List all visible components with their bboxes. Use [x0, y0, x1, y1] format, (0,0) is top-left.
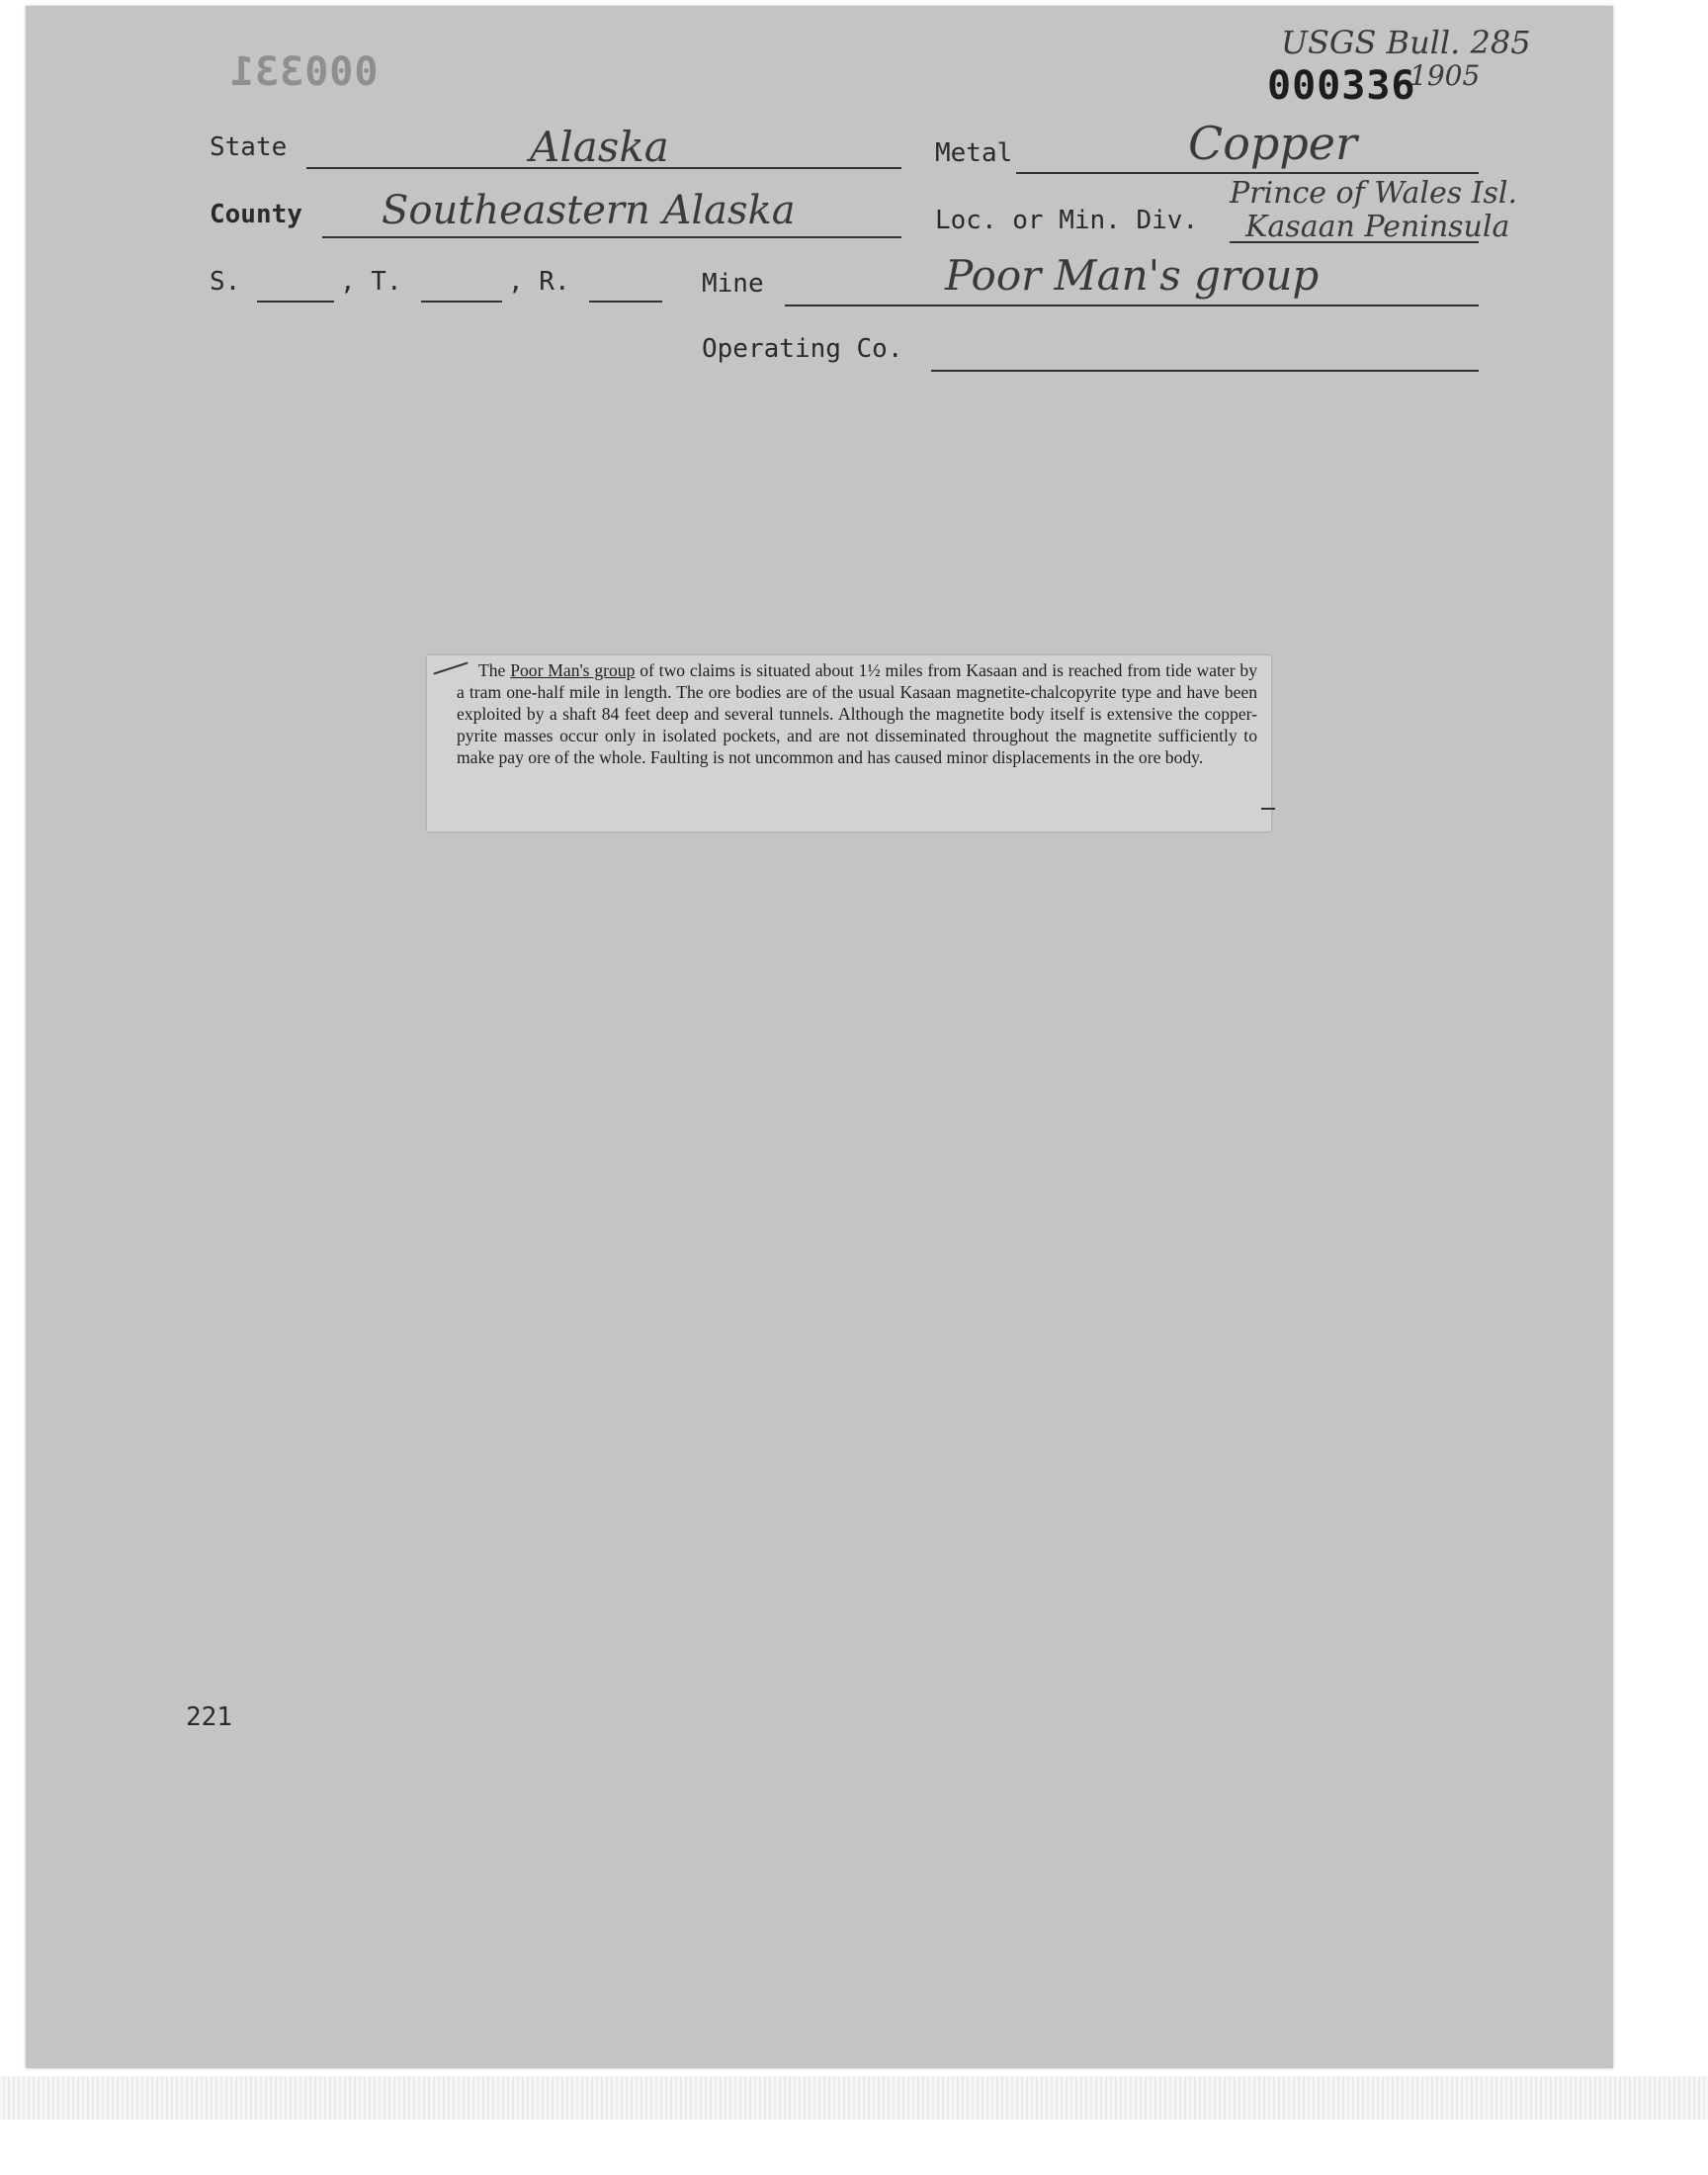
range-line: [589, 301, 662, 303]
operating-co-line: [931, 370, 1479, 372]
ghost-record-number: 000331: [229, 49, 379, 95]
clipping-paragraph: [457, 659, 1257, 768]
mine-label: Mine: [702, 269, 764, 299]
clipping-mine-name: Poor Man's group: [510, 660, 636, 680]
loc-value-line2: Kasaan Peninsula: [1245, 210, 1510, 244]
scan-edge-strip: [0, 2076, 1708, 2120]
text-clipping: [427, 655, 1271, 831]
metal-label: Metal: [935, 138, 1013, 168]
mine-value: Poor Man's group: [945, 251, 1320, 300]
section-label: S.: [210, 267, 241, 297]
township-label: , T.: [340, 267, 402, 297]
state-value: Alaska: [530, 123, 669, 171]
clipping-mark-right: [1261, 808, 1275, 810]
state-label: State: [210, 132, 288, 162]
county-value: Southeastern Alaska: [382, 188, 796, 233]
metal-value: Copper: [1188, 117, 1357, 170]
loc-label: Loc. or Min. Div.: [935, 206, 1199, 235]
range-label: , R.: [508, 267, 570, 297]
clipping-lead: The: [478, 660, 511, 680]
county-label: County: [210, 200, 302, 229]
metal-line: [1016, 172, 1479, 174]
county-line: [322, 236, 901, 238]
index-card: [26, 6, 1613, 2068]
section-line: [257, 301, 334, 303]
township-line: [421, 301, 502, 303]
mine-line: [785, 304, 1479, 306]
clipping-body: of two claims is situated about 1½ miles from Kasaan and is reached from tide water by a tram one-half mile in length. The ore bodies are of the usual Kasaan magnetite-chalcopyrite type and have been exploited by a shaft 84 feet deep and several tunnels. Although the magnetite body itself is extensive the copper-pyrite masses occur only in isolated pockets, and are not disseminated throughout the magnetite sufficiently to make pay ore of the whole. Faulting is not uncommon and has caused minor displacements in the ore body.: [457, 660, 1257, 767]
source-note-bulletin: USGS Bull. 285: [1281, 24, 1531, 61]
page-number: 221: [186, 1702, 232, 1732]
source-note-year: 1905: [1409, 59, 1481, 92]
operating-co-label: Operating Co.: [702, 334, 903, 364]
record-number: 000336: [1267, 63, 1416, 109]
loc-value-line1: Prince of Wales Isl.: [1230, 176, 1518, 211]
